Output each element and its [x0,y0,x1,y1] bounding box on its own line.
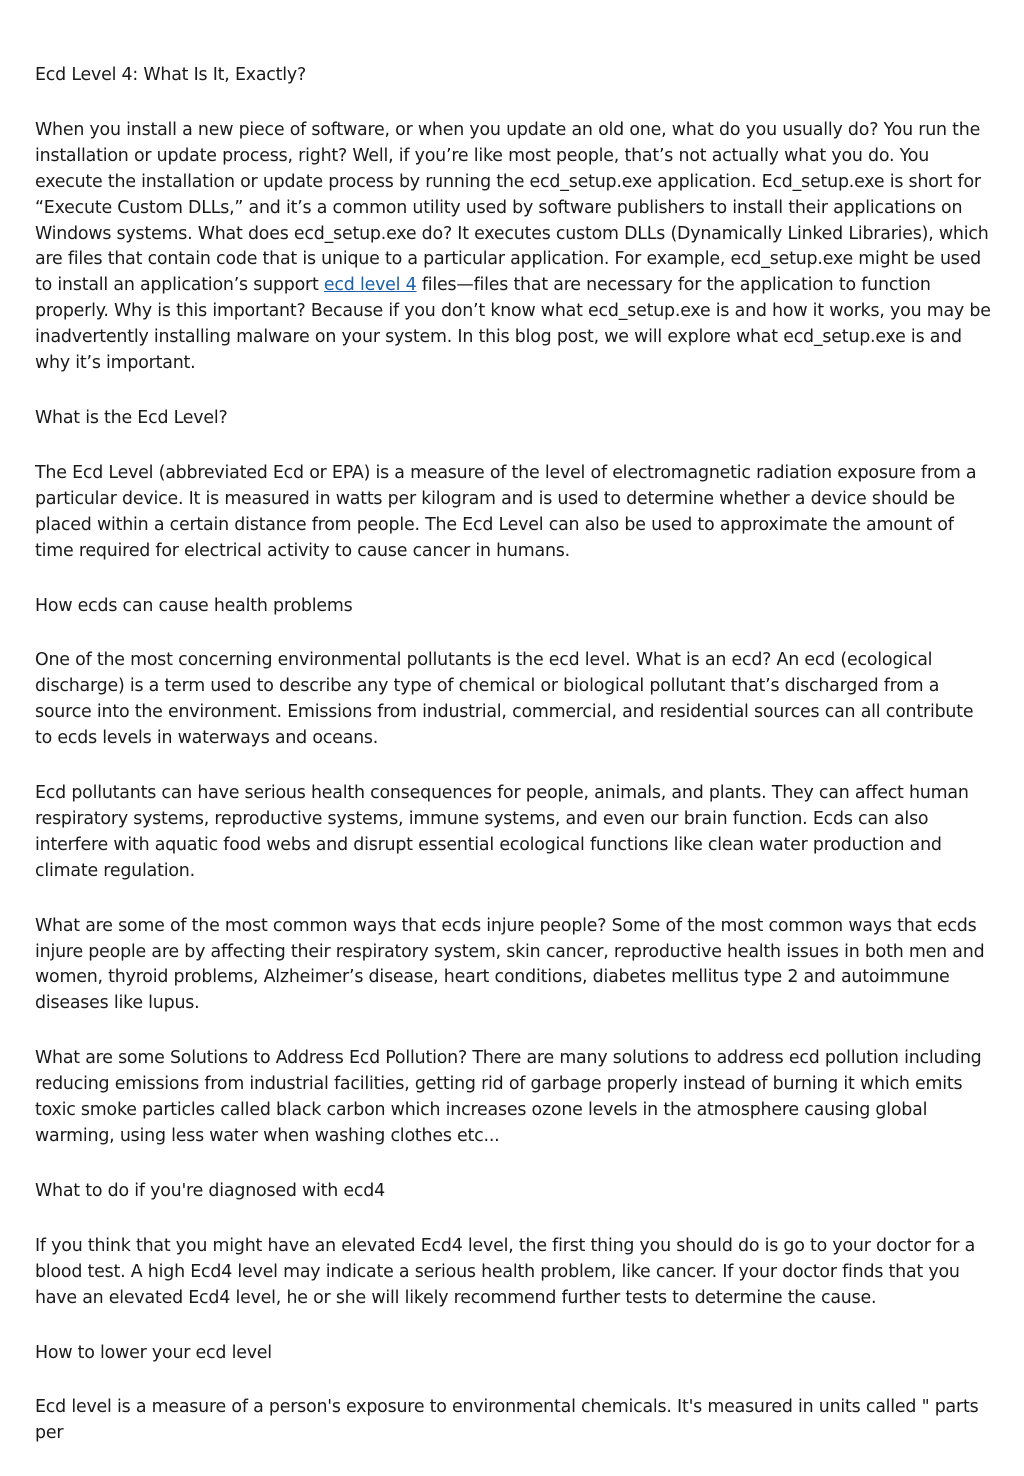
paragraph-health-consequences: Ecd pollutants can have serious health consequences for people, animals, and plants. They can affect human respiratory systems, reproductive systems, immune systems, and even our brain function. Ecds can also interfere with aquatic food webs and disrupt essential ecological functions like clean water production and climate regulation. [35,783,969,881]
intro-text-before-link: When you install a new piece of software, or when you update an old one, what do you usually do? You run the installation or update process, right? Well, if you’re like most people, that’s not actually what you do. You execute the installation or update process by running the ecd_setup.exe application. Ecd_setup.exe is short for “Execute Custom DLLs,” and it’s a common utility used by software publishers to install their applications on Windows systems. What does ecd_setup.exe do? It executes custom DLLs (Dynamically Linked Libraries), which are files that contain code that is unique to a particular application. For example, ecd_setup.exe might be used to install an application’s support [35,119,989,296]
section-heading-what-is-ecd-level: What is the Ecd Level? [35,407,228,428]
article-heading-ecd-level-4: Ecd Level 4: What Is It, Exactly? [35,65,307,85]
paragraph-solutions: What are some Solutions to Address Ecd Pollution? There are many solutions to address ecd pollution including reducing emissions from industrial facilities, getting rid of garbage properly instead of burning it which emits toxic smoke particles called black carbon which increases ozone levels in the atmosphere causing global warming, using less water when washing clothes etc... [35,1048,982,1146]
section-heading-health-problems: How ecds can cause health problems [35,595,353,616]
paragraph-ecd-level-definition: The Ecd Level (abbreviated Ecd or EPA) is a measure of the level of electromagnetic radiation exposure from a particular device. It is measured in watts per kilogram and is used to determine whether a device should be placed within a certain distance from people. The Ecd Level can also be used to approximate the amount of time required for electrical activity to cause cancer in humans. [35,462,977,561]
article-body [35,63,993,1476]
intro-paragraph [35,118,993,377]
paragraph-common-injuries: What are some of the most common ways that ecds injure people? Some of the most common ways that ecds injure people are by affecting their respiratory system, skin cancer, reproductive health issues in both men and women, thyroid problems, Alzheimer’s disease, heart conditions, diabetes mellitus type 2 and autoimmune diseases like lupus. [35,915,985,1014]
intro-text-after-link: files—files that are necessary for the application to function properly. Why is this important? Because if you don’t know what ecd_setup.exe is and how it works, you may be inadvertently installing malware on your system. In this blog post, we will explore what ecd_setup.exe is and why it’s important. [35,275,991,374]
paragraph-lower-ecd-level: Ecd level is a measure of a person's exposure to environmental chemicals. It's measured in units called " parts per [35,1397,979,1444]
ecd-level-4-link[interactable]: ecd level 4 [323,275,417,296]
paragraph-diagnosed-advice: If you think that you might have an elevated Ecd4 level, the first thing you should do is go to your doctor for a blood test. A high Ecd4 level may indicate a serious health problem, like cancer. If your doctor finds that you have an elevated Ecd4 level, he or she will likely recommend further tests to determine the cause. [35,1235,976,1308]
section-heading-diagnosed-ecd4: What to do if you're diagnosed with ecd4 [35,1180,385,1201]
paragraph-environmental-pollutants: One of the most concerning environmental pollutants is the ecd level. What is an ecd? An ecd (ecological discharge) is a term used to describe any type of chemical or biological pollutant that’s discharged from a source into the environment. Emissions from industrial, commercial, and residential sources can all contribute to ecds levels in waterways and oceans. [35,650,974,749]
section-heading-lower-ecd-level: How to lower your ecd level [35,1342,272,1363]
